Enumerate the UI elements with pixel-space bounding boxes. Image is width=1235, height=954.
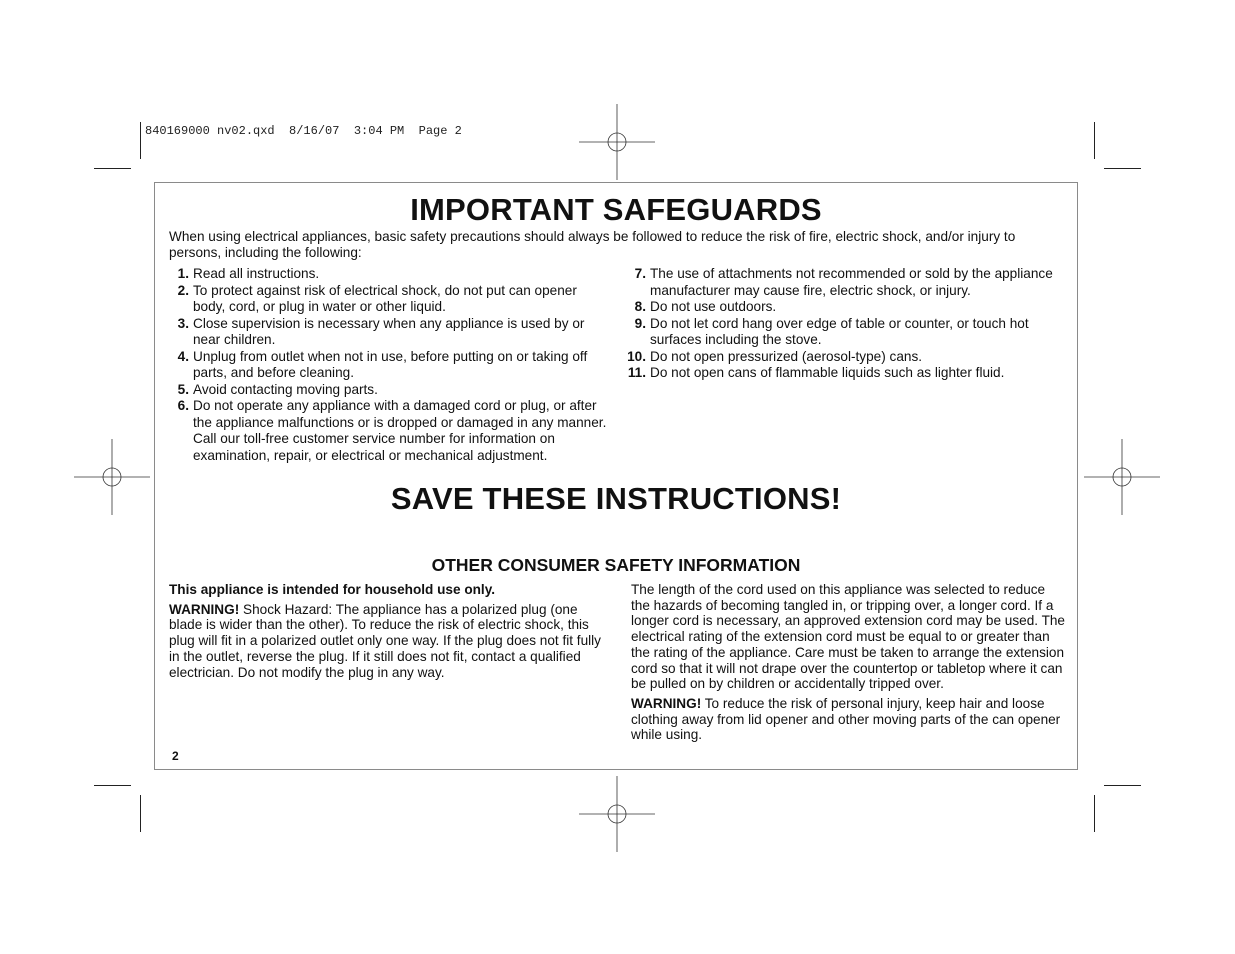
crop-mark [1094, 795, 1095, 832]
crop-mark [1094, 122, 1095, 159]
right-info-column [631, 582, 1065, 747]
registration-mark-icon [74, 439, 150, 515]
shock-warning: WARNING! Shock Hazard: The appliance has a polarized plug (one blade is wider than the other). To reduce the risk of electric shock, this plug will fit in a polarized outlet only one way. If the plug does not fit fully in the outlet, reverse the plug. If it still does not fit, contact a qualified electrician. Do not modify the plug in any way. [169, 601, 601, 680]
crop-mark [1104, 168, 1141, 169]
list-item: 11. Do not open cans of flammable liquids such as lighter fluid. [627, 365, 1005, 380]
other-safety-heading: OTHER CONSUMER SAFETY INFORMATION [431, 555, 801, 575]
cord-info: The length of the cord used on this appliance was selected to reduce the hazards of becoming tangled in, or tripping over, a longer cord. If a longer cord is necessary, an approved extension cord may be used. The electrical rating of the extension cord must be equal to or greater than the rating of the appliance. Care must be taken to arrange the extension cord so that it will not drape over the countertop or tabletop where it can be pulled on by children or accidentally tripped over. [631, 582, 1065, 692]
printer-slug: 840169000 nv02.qxd 8/16/07 3:04 PM Page 2 [145, 124, 462, 138]
safeguards-list-left [155, 266, 607, 464]
safeguards-panel [154, 182, 1078, 770]
list-item: 3. Close supervision is necessary when any appliance is used by or near children. [177, 315, 585, 347]
list-item: 7. The use of attachments not recommended or sold by the appliance manufacturer may cause fire, electric shock, or injury. [634, 266, 1053, 298]
crop-mark [1104, 785, 1141, 786]
household-note: This appliance is intended for household use only. [169, 582, 496, 597]
registration-mark-icon [579, 776, 655, 852]
list-item: 1. Read all instructions. [177, 266, 320, 281]
list-item: 4. Unplug from outlet when not in use, before putting on or taking off parts, and before cleaning. [177, 348, 588, 380]
list-item: 6. Do not operate any appliance with a damaged cord or plug, or after the appliance malfunctions or is dropped or damaged in any manner. Call our toll-free customer service number for information on examination, repair, or electrical or mechanical adjustment. [177, 398, 607, 463]
list-item: 8. Do not use outdoors. [634, 299, 777, 314]
registration-mark-icon [1084, 439, 1160, 515]
registration-mark-icon [579, 104, 655, 180]
save-instructions-heading: SAVE THESE INSTRUCTIONS! [390, 481, 842, 516]
left-info-column [169, 582, 601, 684]
page-number: 2 [172, 749, 179, 763]
crop-mark [140, 122, 141, 159]
crop-mark [94, 168, 131, 169]
list-item: 5. Avoid contacting moving parts. [177, 381, 378, 397]
intro-paragraph: When using electrical appliances, basic safety precautions should always be followed to reduce the risk of fire, electric shock, and/or injury to persons, including the following: [169, 229, 1016, 260]
list-item: 9. Do not let cord hang over edge of table or counter, or touch hot surfaces including the stove. [634, 315, 1029, 347]
crop-mark [140, 795, 141, 832]
list-item: 2. To protect against risk of electrical shock, do not put can opener body, cord, or plug in water or other liquid. [177, 282, 577, 314]
safeguards-list-right [612, 266, 1064, 382]
personal-injury-warning: WARNING! To reduce the risk of personal injury, keep hair and loose clothing away from lid opener and other moving parts of the can opener while using. [631, 695, 1061, 743]
list-item: 10. Do not open pressurized (aerosol-type) cans. [627, 348, 923, 364]
crop-mark [94, 785, 131, 786]
page-title: IMPORTANT SAFEGUARDS [410, 192, 822, 227]
